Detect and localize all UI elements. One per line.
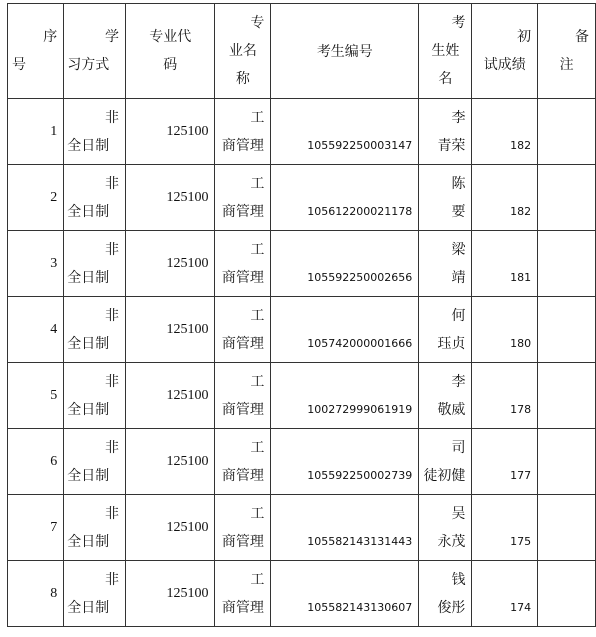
cell-mode-line1: 非 bbox=[104, 439, 119, 456]
cell-major bbox=[215, 297, 271, 363]
header-xuexi bbox=[64, 4, 126, 99]
cell-mode-line1: 非 bbox=[104, 175, 119, 192]
table-header-row bbox=[8, 4, 596, 99]
cell-score bbox=[472, 429, 538, 495]
cell-mode bbox=[64, 561, 126, 627]
cell-score-text: 178 bbox=[510, 403, 532, 416]
cell-no bbox=[8, 495, 64, 561]
cell-name-line2: 永茂 bbox=[437, 533, 466, 550]
cell-score bbox=[472, 561, 538, 627]
cell-code-text: 125100 bbox=[166, 585, 209, 601]
header-zhuanye-mingcheng-line2: 业名 bbox=[228, 43, 257, 59]
cell-name-line1: 李 bbox=[451, 373, 466, 390]
cell-code bbox=[125, 561, 214, 627]
cell-id-text: 100272999061919 bbox=[307, 403, 413, 416]
cell-major-line1: 工 bbox=[250, 439, 265, 456]
cell-name bbox=[419, 99, 472, 165]
cell-id bbox=[271, 99, 419, 165]
cell-major-line2: 商管理 bbox=[221, 269, 264, 286]
cell-mode-line1: 非 bbox=[104, 241, 119, 258]
cell-major-line2: 商管理 bbox=[221, 599, 264, 616]
cell-no bbox=[8, 561, 64, 627]
header-zhuanye-mingcheng bbox=[215, 4, 271, 99]
cell-score-text: 181 bbox=[510, 271, 532, 284]
header-xuhao bbox=[8, 4, 64, 99]
cell-mode-line2: 全日制 bbox=[67, 203, 110, 220]
cell-code bbox=[125, 429, 214, 495]
cell-remark bbox=[538, 231, 596, 297]
cell-code bbox=[125, 165, 214, 231]
cell-code-text: 125100 bbox=[166, 387, 209, 403]
cell-no-text: 4 bbox=[50, 321, 58, 337]
cell-mode-line1: 非 bbox=[104, 373, 119, 390]
header-zhuanye-daima bbox=[125, 4, 214, 99]
cell-name bbox=[419, 495, 472, 561]
cell-mode bbox=[64, 429, 126, 495]
cell-name-line1: 何 bbox=[451, 307, 466, 324]
cell-no bbox=[8, 165, 64, 231]
cell-major-line2: 商管理 bbox=[221, 203, 264, 220]
cell-major-line2: 商管理 bbox=[221, 335, 264, 352]
header-xuhao-line1: 序 bbox=[43, 29, 58, 45]
cell-name bbox=[419, 297, 472, 363]
cell-remark bbox=[538, 495, 596, 561]
cell-score-text: 175 bbox=[510, 535, 532, 548]
cell-mode bbox=[64, 363, 126, 429]
header-zhuanye-mingcheng-line3: 称 bbox=[235, 71, 250, 87]
cell-code bbox=[125, 363, 214, 429]
cell-score-text: 177 bbox=[510, 469, 532, 482]
cell-no bbox=[8, 363, 64, 429]
cell-score-text: 174 bbox=[510, 601, 532, 614]
admission-table bbox=[7, 3, 596, 627]
cell-code-text: 125100 bbox=[166, 255, 209, 271]
cell-major bbox=[215, 363, 271, 429]
cell-major-line2: 商管理 bbox=[221, 401, 264, 418]
cell-id bbox=[271, 231, 419, 297]
table-row bbox=[8, 297, 596, 363]
cell-remark bbox=[538, 297, 596, 363]
cell-id-text: 105582143131443 bbox=[307, 535, 413, 548]
cell-remark bbox=[538, 561, 596, 627]
cell-major-line1: 工 bbox=[250, 241, 265, 258]
cell-major-line1: 工 bbox=[250, 373, 265, 390]
cell-score bbox=[472, 363, 538, 429]
cell-name-line1: 钱 bbox=[451, 571, 466, 588]
cell-no bbox=[8, 429, 64, 495]
cell-score bbox=[472, 231, 538, 297]
cell-score bbox=[472, 495, 538, 561]
cell-code-text: 125100 bbox=[166, 519, 209, 535]
cell-code-text: 125100 bbox=[166, 321, 209, 337]
header-chushi-line1: 初 bbox=[517, 29, 532, 45]
cell-name-line1: 梁 bbox=[451, 241, 466, 258]
cell-mode bbox=[64, 165, 126, 231]
cell-code bbox=[125, 297, 214, 363]
cell-code-text: 125100 bbox=[166, 453, 209, 469]
cell-mode-line1: 非 bbox=[104, 307, 119, 324]
cell-major-line2: 商管理 bbox=[221, 137, 264, 154]
cell-remark bbox=[538, 99, 596, 165]
cell-mode-line2: 全日制 bbox=[67, 269, 110, 286]
cell-name-line1: 李 bbox=[451, 109, 466, 126]
cell-name-line1: 陈 bbox=[451, 175, 466, 192]
header-kaosheng-xingming bbox=[419, 4, 472, 99]
cell-no bbox=[8, 297, 64, 363]
cell-mode bbox=[64, 231, 126, 297]
cell-name-line2: 俊彤 bbox=[437, 599, 466, 616]
cell-mode-line2: 全日制 bbox=[67, 401, 110, 418]
header-xuexi-line2: 习方式 bbox=[67, 57, 110, 73]
cell-id bbox=[271, 495, 419, 561]
cell-code bbox=[125, 99, 214, 165]
cell-mode-line1: 非 bbox=[104, 571, 119, 588]
cell-mode bbox=[64, 297, 126, 363]
cell-id-text: 105592250002656 bbox=[307, 271, 413, 284]
cell-name bbox=[419, 429, 472, 495]
cell-no-text: 3 bbox=[50, 255, 58, 271]
cell-no-text: 6 bbox=[50, 453, 58, 469]
cell-id bbox=[271, 297, 419, 363]
cell-id bbox=[271, 363, 419, 429]
header-chushi-line2: 试成绩 bbox=[483, 57, 526, 73]
cell-code-text: 125100 bbox=[166, 123, 209, 139]
cell-no-text: 2 bbox=[50, 189, 58, 205]
cell-no-text: 1 bbox=[50, 123, 58, 139]
cell-major-line1: 工 bbox=[250, 109, 265, 126]
cell-score bbox=[472, 297, 538, 363]
cell-remark bbox=[538, 363, 596, 429]
cell-no bbox=[8, 99, 64, 165]
cell-no-text: 8 bbox=[50, 585, 58, 601]
header-zhuanye-mingcheng-line1: 专 bbox=[250, 15, 265, 31]
cell-id-text: 105582143130607 bbox=[307, 601, 413, 614]
header-beizhu-line1: 备 bbox=[575, 29, 589, 45]
header-kaosheng-bianhao-text: 考生编号 bbox=[316, 44, 373, 60]
cell-mode-line2: 全日制 bbox=[67, 533, 110, 550]
table-row bbox=[8, 429, 596, 495]
header-kaosheng-xingming-line3: 名 bbox=[438, 71, 453, 87]
table-row bbox=[8, 165, 596, 231]
table-row bbox=[8, 363, 596, 429]
cell-name-line1: 吴 bbox=[451, 505, 466, 522]
cell-major bbox=[215, 165, 271, 231]
cell-major bbox=[215, 561, 271, 627]
table-row bbox=[8, 231, 596, 297]
header-kaosheng-bianhao bbox=[271, 4, 419, 99]
cell-code bbox=[125, 231, 214, 297]
header-xuexi-line1: 学 bbox=[104, 29, 119, 45]
cell-no bbox=[8, 231, 64, 297]
cell-name-line2: 要 bbox=[451, 203, 466, 220]
cell-id bbox=[271, 429, 419, 495]
cell-mode-line1: 非 bbox=[104, 109, 119, 126]
cell-name-line1: 司 bbox=[451, 439, 466, 456]
header-xuhao-line2: 号 bbox=[12, 57, 26, 73]
cell-mode-line2: 全日制 bbox=[67, 137, 110, 154]
cell-score bbox=[472, 165, 538, 231]
cell-score-text: 182 bbox=[510, 205, 532, 218]
header-kaosheng-xingming-line2: 生姓 bbox=[431, 43, 460, 59]
cell-name-line2: 靖 bbox=[451, 269, 466, 286]
cell-id-text: 105592250003147 bbox=[307, 139, 413, 152]
cell-name-line2: 敬威 bbox=[437, 401, 466, 418]
cell-name bbox=[419, 165, 472, 231]
cell-major-line2: 商管理 bbox=[221, 533, 264, 550]
cell-name-line2: 青荣 bbox=[437, 137, 466, 154]
cell-code-text: 125100 bbox=[166, 189, 209, 205]
cell-score bbox=[472, 99, 538, 165]
header-chushi bbox=[472, 4, 538, 99]
header-kaosheng-xingming-line1: 考 bbox=[451, 15, 466, 31]
cell-name bbox=[419, 231, 472, 297]
table-row bbox=[8, 495, 596, 561]
cell-mode-line2: 全日制 bbox=[67, 467, 110, 484]
cell-id bbox=[271, 165, 419, 231]
cell-major bbox=[215, 231, 271, 297]
cell-major-line1: 工 bbox=[250, 571, 265, 588]
cell-id-text: 105742000001666 bbox=[307, 337, 413, 350]
cell-remark bbox=[538, 429, 596, 495]
cell-score-text: 180 bbox=[510, 337, 532, 350]
cell-major-line1: 工 bbox=[250, 175, 265, 192]
cell-mode bbox=[64, 495, 126, 561]
table-row bbox=[8, 99, 596, 165]
cell-id bbox=[271, 561, 419, 627]
cell-major-line1: 工 bbox=[250, 505, 265, 522]
cell-major bbox=[215, 99, 271, 165]
cell-id-text: 105612200021178 bbox=[307, 205, 413, 218]
cell-mode bbox=[64, 99, 126, 165]
cell-mode-line2: 全日制 bbox=[67, 335, 110, 352]
header-zhuanye-daima-line1: 专业代 bbox=[149, 29, 192, 45]
cell-mode-line2: 全日制 bbox=[67, 599, 110, 616]
cell-major bbox=[215, 495, 271, 561]
cell-name bbox=[419, 561, 472, 627]
header-beizhu bbox=[538, 4, 596, 99]
cell-name-line2: 珏贞 bbox=[437, 335, 466, 352]
cell-id-text: 105592250002739 bbox=[307, 469, 413, 482]
cell-name-line2: 徒初健 bbox=[423, 467, 466, 484]
header-beizhu-line2: 注 bbox=[559, 57, 574, 73]
table-row bbox=[8, 561, 596, 627]
cell-remark bbox=[538, 165, 596, 231]
cell-major bbox=[215, 429, 271, 495]
cell-major-line1: 工 bbox=[250, 307, 265, 324]
header-zhuanye-daima-line2: 码 bbox=[163, 57, 178, 73]
cell-code bbox=[125, 495, 214, 561]
cell-mode-line1: 非 bbox=[104, 505, 119, 522]
cell-name bbox=[419, 363, 472, 429]
cell-no-text: 7 bbox=[50, 519, 58, 535]
cell-major-line2: 商管理 bbox=[221, 467, 264, 484]
cell-score-text: 182 bbox=[510, 139, 532, 152]
cell-no-text: 5 bbox=[50, 387, 58, 403]
